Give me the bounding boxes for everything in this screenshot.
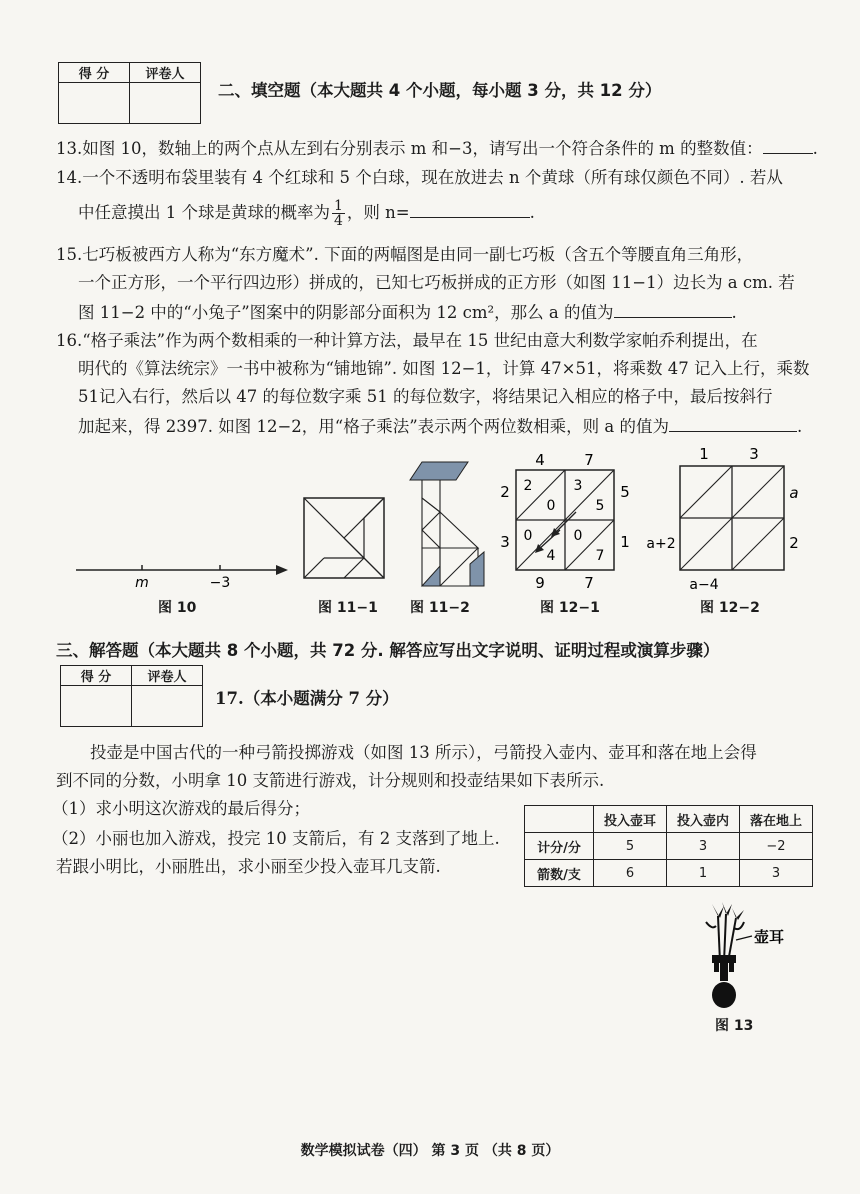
right-digit: 5 [620,483,630,501]
arrow-feather-icon [732,908,744,920]
q15-end: . [731,303,737,322]
pot-body [712,982,736,1008]
question-13: 13.如图 10，数轴上的两个点从左到右分别表示 m 和−3，请写出一个符合条件的 m 的整数值： . [56,135,818,161]
table-header: 落在地上 [740,806,813,833]
table-cell: 6 [594,860,667,887]
cell-digit: 0 [573,528,583,544]
table-header: 投入壶内 [667,806,740,833]
table-cell: 3 [667,833,740,860]
section-3-title: 三、解答题（本大题共 8 个小题，共 72 分. 解答应写出文字说明、证明过程或演算步骤） [56,641,720,660]
score-label: 得 分 [59,63,130,83]
tangram-line [364,558,384,578]
fig11-1-caption: 图 11−1 [318,600,378,616]
rabbit-tail-shaded [470,552,484,586]
q17-subquestion-2b: 若跟小明比，小丽胜出，求小丽至少投入壶耳几支箭. [56,857,441,876]
score-box-q17 [60,665,203,727]
arrow-feather-icon [712,904,724,918]
q16-answer-blank[interactable] [669,413,797,432]
q14-fraction [332,199,345,228]
pot-ear-label: 壶耳 [754,928,785,946]
question-15-line1: 15.七巧板被西方人称为“东方魔术”. 下面的两幅图是由同一副七巧板（含五个等腰直角三角形， [56,245,754,264]
cell-digit: 0 [546,498,556,514]
touhu-pot-figure [690,900,800,1012]
table-row [525,833,813,860]
bottom-label: a−4 [689,577,719,593]
right-label: 2 [789,534,799,552]
question-16-line4 [78,413,802,439]
number-line-figure [70,555,300,595]
table-header-row [525,806,813,833]
q16-end: . [797,417,803,436]
tangram-line [364,498,384,518]
question-15-line3 [78,299,737,325]
rabbit-piece [422,530,440,548]
bottom-digit: 7 [584,574,594,592]
table-cell: 1 [667,860,740,887]
left-label: a+2 [646,536,676,552]
lattice-diagonal [565,470,614,520]
table-cell: 3 [740,860,813,887]
question-14-line2 [78,198,535,228]
question-16-line2: 明代的《算法统宗》一书中被称为“铺地锦”. 如图 12−1，计算 47×51，将乘数 47 记入上行，乘数 [78,359,810,378]
pot-neck [720,963,728,981]
q15-text: 图 11−2 中的“小兔子”图案中的阴影部分面积为 12 cm²，那么 a 的值为 [78,303,614,322]
lattice-diagonal [565,520,614,570]
lattice-diagonal [680,518,732,570]
left-digit: 2 [500,483,510,501]
table-cell: 箭数/支 [525,860,594,887]
right-digit: 1 [620,533,630,551]
grader-cell [132,686,203,727]
table-header [525,806,594,833]
table-header: 投入壶耳 [594,806,667,833]
score-box-top [58,62,201,124]
table-cell: 计分/分 [525,833,594,860]
q17-subquestion-2a: （2）小丽也加入游戏，投完 10 支箭后，有 2 支落到了地上. [52,829,500,848]
tangram-square-figure [303,497,385,579]
question-15-line2: 一个正方形，一个平行四边形）拼成的，已知七巧板拼成的正方形（如图 11−1）边长为 a cm. 若 [78,273,795,292]
rabbit-piece [422,498,440,530]
scoring-table [524,805,813,887]
cell-digit: 4 [546,548,556,564]
pot-ear-left [714,962,719,972]
left-digit: 3 [500,533,510,551]
question-14-line1: 14.一个不透明布袋里装有 4 个红球和 5 个白球，现在放进去 n 个黄球（所有球仅颜色不同）. 若从 [56,168,783,187]
lattice-47x51-figure [496,450,636,595]
tangram-line [344,558,364,578]
q17-paragraph-1: 投壶是中国古代的一种弓箭投掷游戏（如图 13 所示），弓箭投入壶内、壶耳和落在地上会得 [90,743,757,762]
score-label: 得 分 [61,666,132,686]
q17-subquestion-1: （1）求小明这次游戏的最后得分； [52,799,310,818]
arrow-right-icon [276,565,288,575]
arrow-shaft [724,914,726,962]
label-m: m [135,575,149,591]
cell-digit: 5 [595,498,605,514]
table-cell: 5 [594,833,667,860]
table-cell: −2 [740,833,813,860]
pot-ear-right [729,962,734,972]
q15-answer-blank[interactable] [614,299,732,318]
sum-arrow [538,530,560,550]
top-digit: 7 [584,451,594,469]
top-digit: 4 [535,451,545,469]
lattice-diagonal [680,466,732,518]
lattice-diagonal [732,518,784,570]
q14-text-a: 中任意摸出 1 个球是黄球的概率为 [78,203,330,222]
cell-digit: 3 [573,478,583,494]
grader-label: 评卷人 [132,666,203,686]
tangram-line [344,538,364,558]
right-label: a [789,484,799,502]
grader-cell [130,83,201,124]
q17-title: 17.（本小题满分 7 分） [215,689,399,708]
cell-digit: 2 [523,478,533,494]
cell-digit: 0 [523,528,533,544]
rabbit-head [422,480,440,512]
arrow-feather-icon [722,902,732,916]
tangram-rabbit-figure [408,460,488,590]
pointer-line [736,936,752,940]
page-footer: 数学模拟试卷（四） 第 3 页 （共 8 页） [300,1143,560,1159]
rabbit-body [440,512,478,548]
arrow-feather-icon [706,922,716,927]
bottom-digit: 9 [535,574,545,592]
q13-answer-blank[interactable] [763,135,813,154]
rabbit-ear-shaded [410,462,468,480]
pot-rim [712,955,736,963]
q14-end: . [529,203,535,222]
grader-label: 评卷人 [130,63,201,83]
fig12-2-caption: 图 12−2 [700,600,760,616]
fig10-caption: 图 10 [158,600,197,616]
question-16-line3: 51记入右行，然后以 47 的每位数字乘 51 的每位数字，将结果记入相应的格子中，最后按斜行 [78,387,773,406]
fraction-numerator: 1 [334,198,343,214]
q14-answer-blank[interactable] [410,199,530,218]
score-cell [61,686,132,727]
top-digit: 1 [699,445,709,463]
fig13-caption: 图 13 [715,1018,754,1034]
q13-text: 13.如图 10，数轴上的两个点从左到右分别表示 m 和−3，请写出一个符合条件的 m 的整数值： [56,139,763,158]
fraction-denominator: 4 [334,213,343,229]
cell-digit: 7 [595,548,605,564]
top-digit: 3 [749,445,759,463]
section-2-title: 二、填空题（本大题共 4 个小题，每小题 3 分，共 12 分） [218,81,662,100]
q16-text: 加起来，得 2397. 如图 12−2，用“格子乘法”表示两个两位数相乘，则 a 的值为 [78,417,669,436]
rabbit-foot-shaded [422,566,440,586]
label-minus3: −3 [209,575,231,591]
lattice-diagonal [732,466,784,518]
question-16-line1: 16.“格子乘法”作为两个数相乘的一种计算方法，最早在 15 世纪由意大利数学家帕乔利提出，在 [56,331,758,350]
fig11-2-caption: 图 11−2 [410,600,470,616]
score-cell [59,83,130,124]
lattice-variable-figure [644,444,814,594]
table-row [525,860,813,887]
q17-paragraph-2: 到不同的分数，小明拿 10 支箭进行游戏，计分规则和投壶结果如下表所示. [56,771,605,790]
fig12-1-caption: 图 12−1 [540,600,600,616]
q14-text-b: ，则 n= [346,203,410,222]
tangram-line [304,558,324,578]
